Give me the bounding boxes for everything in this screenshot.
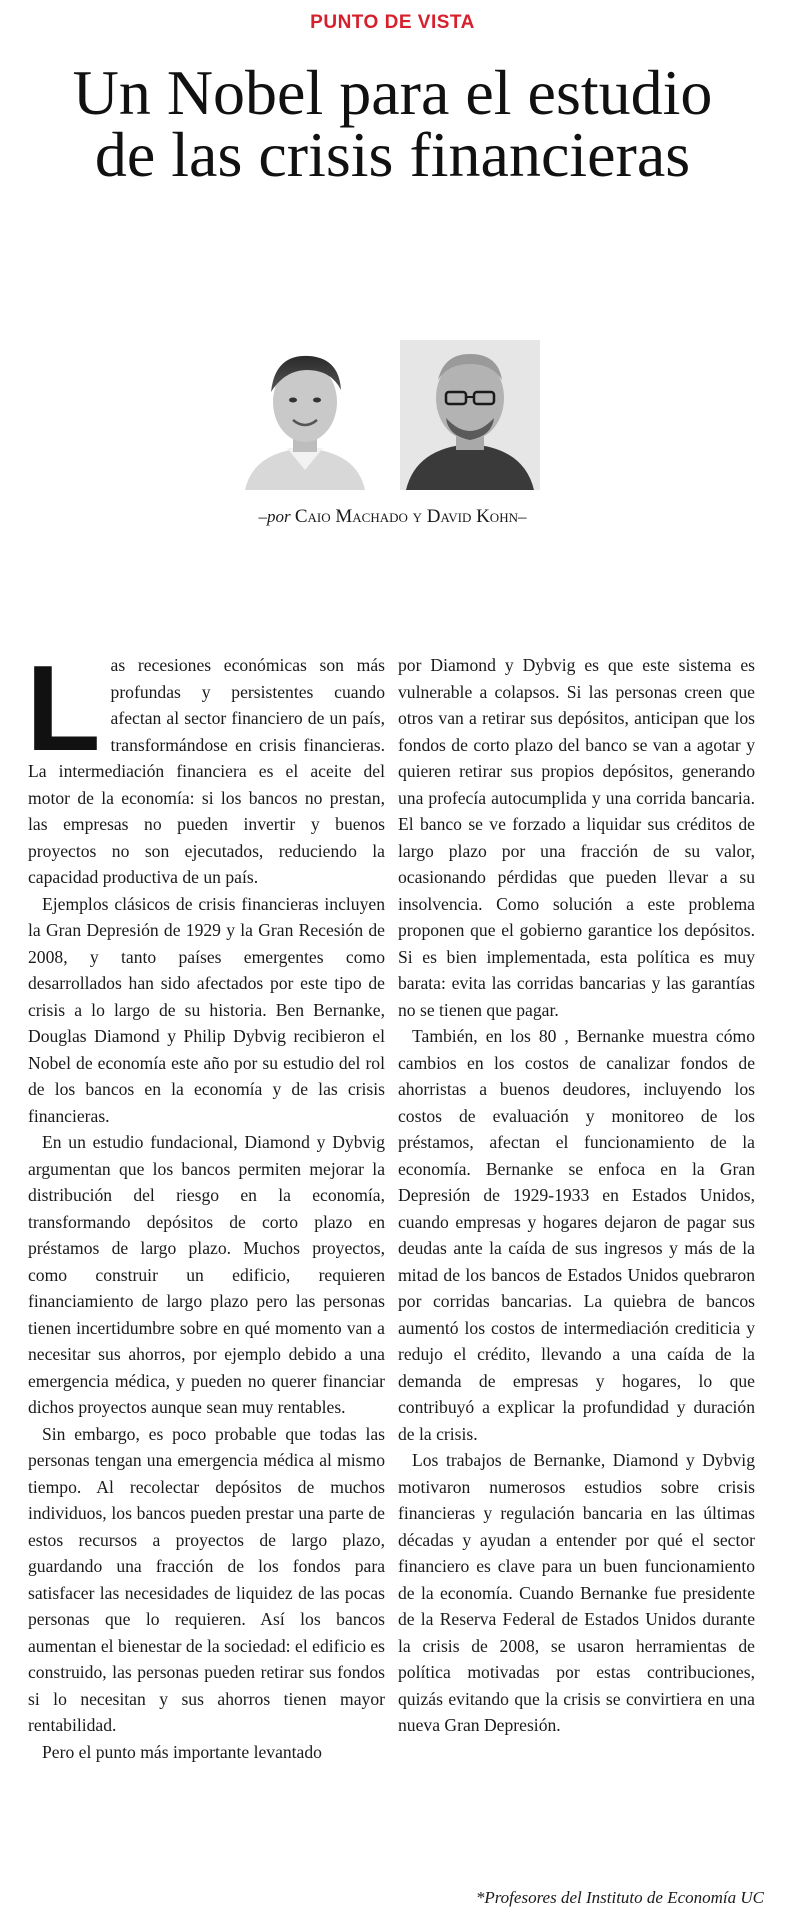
article-column-right — [398, 652, 755, 1739]
headline: Un Nobel para el estudio de las crisis financieras — [72, 57, 713, 190]
article-column-left — [26, 640, 385, 1765]
article-paragraph: En un estudio fundacional, Diamond y Dybvig argumentan que los bancos permiten mejorar la distribución del riesgo en la economía, transformando depósitos de corto plazo en préstamos de largo plazo. Muchos proyectos, como construir un edificio, requieren financiamiento de largo plazo pero las personas tienen incertidumbre sobre en qué momento van a necesitar sus ahorros, por ejemplo debido a una emergencia médica, y pueden no querer financiar dichos proyectos aunque sean muy rentables. — [28, 1132, 385, 1417]
byline-authors: Caio Machado y David Kohn — [294, 506, 518, 527]
byline-prefix: –por — [258, 507, 291, 526]
byline — [0, 506, 785, 528]
article-paragraph: Ejemplos clásicos de crisis financieras incluyen la Gran Depresión de 1929 y la Gran Recesión de 2008, y tanto países emergentes como desarrollados han sido afectados por este tipo de crisis a lo largo de su historia. Ben Bernanke, Douglas Diamond y Philip Dybvig recibieron el Nobel de economía este año por su estudio del rol de los bancos en la economía y de las crisis financieras. — [28, 893, 385, 1126]
byline-suffix: – — [517, 507, 527, 526]
author-footnote: *Profesores del Instituto de Economía UC — [475, 1888, 764, 1907]
article-paragraph: Las recesiones económicas son más profundas y persistentes cuando afectan al sector financiero de un país, transformándose en crisis financieras. La intermediación financiera es el aceite del motor de la economía: si los bancos no prestan, las empresas no pueden invertir y buenos proyectos no son ejecutados, reduciendo la capacidad productiva de un país. — [26, 640, 385, 887]
article-paragraph: por Diamond y Dybvig es que este sistema es vulnerable a colapsos. Si las personas creen que otros van a retirar sus depósitos, anticipan que los fondos de corto plazo del banco se van a agotar y quieren retirar sus propios depósitos, generando una profecía autocumplida y una corrida bancaria. El banco se ve forzado a liquidar sus créditos de largo plazo por una fracción de su valor, ocasionando pérdidas que pueden llevar a su insolvencia. Como solución a este problema proponen que el gobierno garantice los depósitos. Si es bien implementada, esta política es muy barata: evita las corridas bancarias y las garantías no se tienen que pagar. — [398, 655, 755, 1020]
section-label: PUNTO DE VISTA — [310, 12, 475, 33]
article-paragraph: Pero el punto más importante levantado — [42, 1741, 322, 1762]
drop-cap: L — [26, 640, 101, 776]
article-paragraph: También, en los 80 , Bernanke muestra cómo cambios en los costos de canalizar fondos de ahorristas a buenos deudores, incluyendo los costos de evaluación y monitoreo de los préstamos, afectan el funcionamiento de la economía. Bernanke se enfoca en la Gran Depresión de 1929-1933 en Estados Unidos, cuando empresas y hogares dejaron de pagar sus deudas ante la caída de sus ingresos y más de la mitad de los bancos de Estados Unidos quebraron por corridas bancarias. La quiebra de bancos aumentó los costos de intermediación crediticia y redujo el crédito, llevando a una caída de la demanda de empresas y hogares, lo que contribuyó a explicar la profundidad y duración de la crisis. — [398, 1026, 755, 1444]
author-photo-david-kohn — [400, 340, 540, 490]
article-paragraph: Sin embargo, es poco probable que todas las personas tengan una emergencia médica al mismo tiempo. Al recolectar depósitos de muchos individuos, los bancos pueden prestar una parte de estos recursos a proyectos de largo plazo, guardando una fracción de los fondos para satisfacer las necesidades de liquidez de las pocas personas que lo requieren. Así los bancos aumentan el bienestar de la sociedad: el edificio es construido, las personas pueden retirar sus fondos si lo necesitan y sus ahorros tienen mayor rentabilidad. — [28, 1423, 385, 1735]
author-photos — [0, 340, 785, 490]
article-paragraph: Los trabajos de Bernanke, Diamond y Dybvig motivaron numerosos estudios sobre crisis financieras y regulación bancaria en las últimas décadas y ayudan a entender por qué el sector financiero es clave para un buen funcionamiento de la economía. Cuando Bernanke fue presidente de la Reserva Federal de Estados Unidos durante la crisis de 2008, se usaron herramientas de política motivadas por estas contribuciones, quizás evitando que la crisis se convirtiera en una nueva Gran Depresión. — [398, 1450, 755, 1735]
author-photo-caio-machado — [235, 340, 375, 490]
